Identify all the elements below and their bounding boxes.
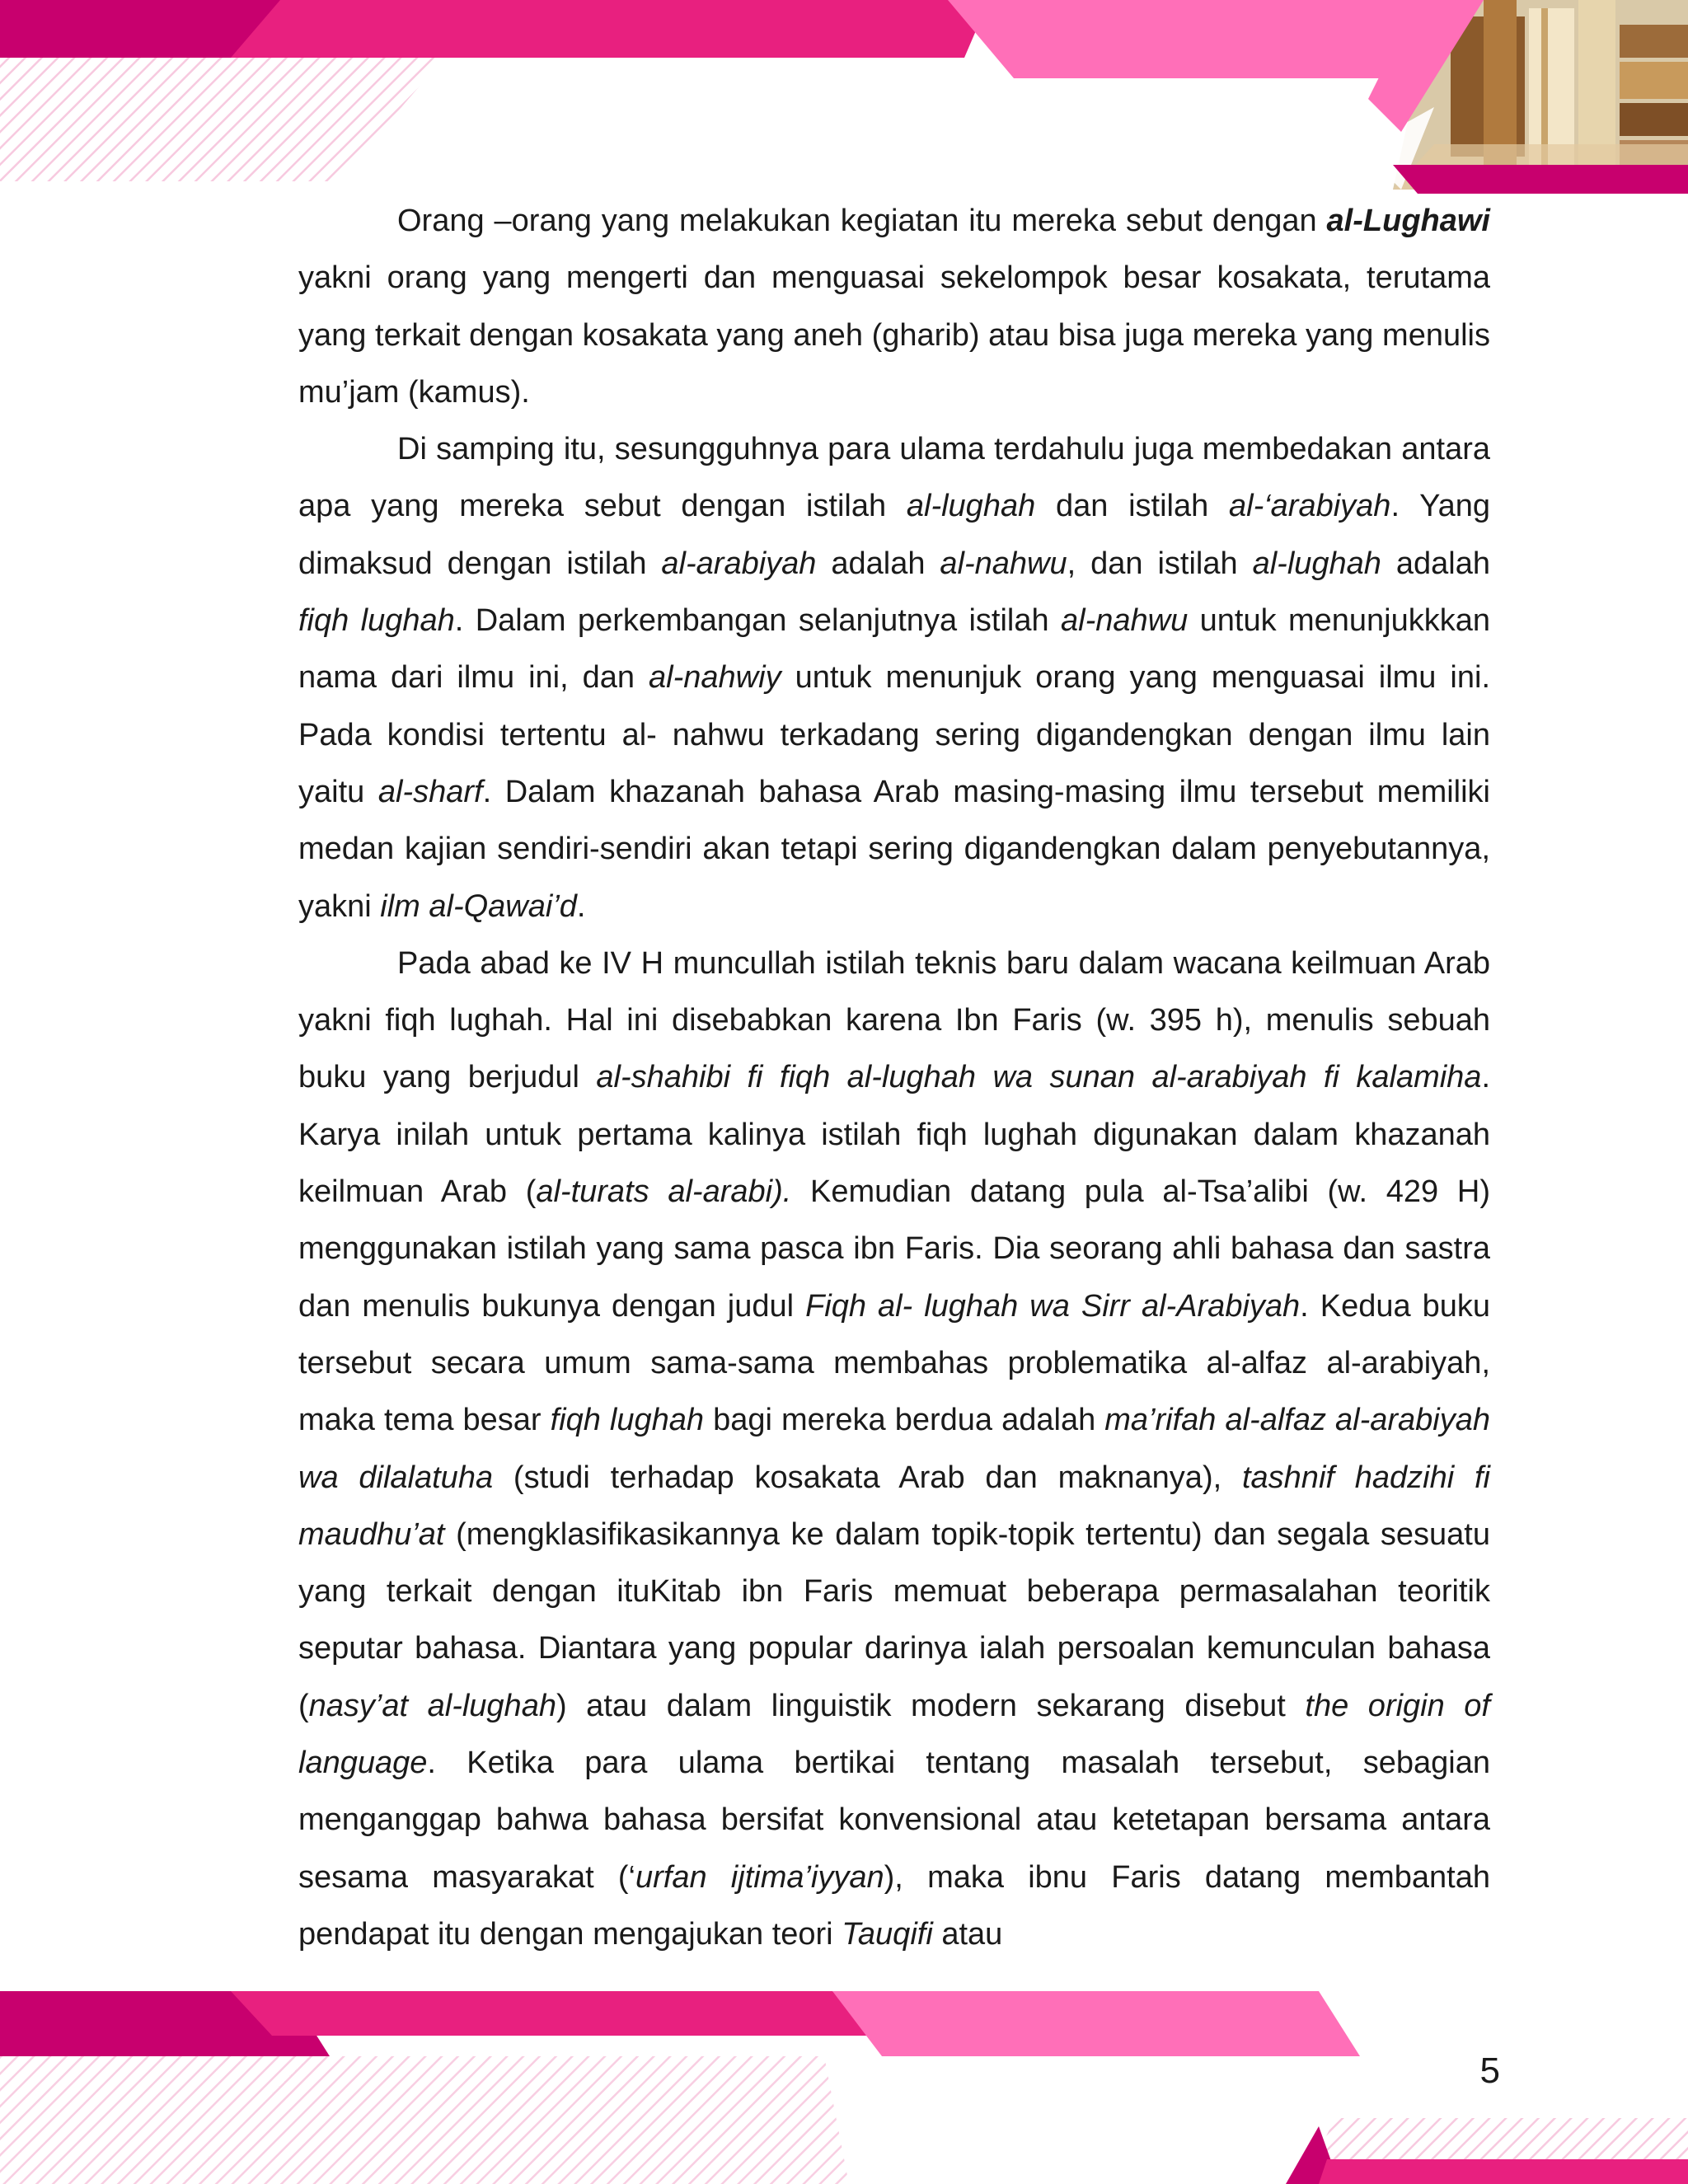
text-run: . Dalam khazanah bahasa Arab masing-masing ilmu tersebut memiliki medan kajian sendiri-sendiri akan tetapi sering digandengkan dalam penyebutannya, yakni bbox=[298, 774, 1490, 924]
text-run: ), maka ibnu Faris datang membantah pendapat itu dengan mengajukan teori bbox=[298, 1859, 1491, 1952]
text-run: . Yang dimaksud dengan istilah bbox=[298, 489, 1490, 581]
text-run: atau bbox=[932, 1916, 1003, 1952]
text-run: (studi terhadap kosakata Arab dan maknanya), bbox=[493, 1460, 1242, 1495]
italic-term: ma’rifah al-alfaz al-arabiyah wa dilalatuha bbox=[298, 1403, 1491, 1495]
bottom-band-light bbox=[832, 1991, 1360, 2056]
bottom-hatch bbox=[0, 2056, 849, 2184]
text-run: Di samping itu, sesungguhnya para ulama terdahulu juga membedakan antara apa yang mereka sebut dengan istilah bbox=[298, 432, 1490, 524]
top-band-mid bbox=[231, 0, 989, 58]
italic-term: nasy’at al-lughah bbox=[308, 1688, 556, 1723]
italic-term: al-arabiyah bbox=[661, 546, 817, 581]
italic-term: al-lughah bbox=[906, 489, 1036, 524]
text-run: bagi mereka berdua adalah bbox=[704, 1403, 1105, 1438]
paragraph-1 bbox=[298, 193, 1490, 421]
bold-term: al-Lughawi bbox=[1326, 204, 1490, 238]
italic-term: al-nahwiy bbox=[649, 660, 781, 696]
text-run: . Karya inilah untuk pertama kalinya istilah fiqh lughah digunakan dalam khazanah keilmuan Arab ( bbox=[298, 1060, 1490, 1210]
text-run: untuk menunjukkkan nama dari ilmu ini, dan bbox=[298, 603, 1491, 696]
italic-term: al-nahwu bbox=[1061, 603, 1189, 639]
italic-term: urfan ijtima’iyyan bbox=[635, 1859, 884, 1895]
bottom-right-band bbox=[1319, 2159, 1688, 2184]
text-run: yakni orang yang mengerti dan menguasai sekelompok besar kosakata, terutama yang terkait dengan kosakata yang aneh (gharib) atau bisa juga mereka yang menulis mu’jam (kamus). bbox=[298, 260, 1490, 410]
text-run: . bbox=[576, 888, 586, 924]
italic-term: tashnif hadzihi fi maudhu’at bbox=[298, 1460, 1491, 1552]
text-run: ) atau dalam linguistik modern sekarang disebut bbox=[556, 1688, 1306, 1723]
top-right-accent bbox=[1393, 165, 1688, 194]
paragraph-3 bbox=[298, 935, 1490, 1963]
paragraph-2 bbox=[298, 421, 1490, 935]
text-run: . Dalam perkembangan selanjutnya istilah bbox=[454, 603, 1062, 639]
text-run: (mengklasifikasikannya ke dalam topik-topik tertentu) dan segala sesuatu yang terkait dengan ituKitab ibn Faris memuat beberapa permasalahan teoritik seputar bahasa. Diantara yang popular darinya ialah persoalan kemunculan bahasa ( bbox=[298, 1516, 1490, 1723]
italic-term: fiqh lughah bbox=[298, 603, 455, 639]
italic-term: the origin of language bbox=[298, 1688, 1490, 1781]
text-run: untuk menunjuk orang yang menguasai ilmu ini. Pada kondisi tertentu al- nahwu terkadang sering digandengkan dengan ilmu lain yaitu bbox=[298, 660, 1490, 809]
text-run: adalah bbox=[816, 546, 940, 581]
italic-term: al-lughah bbox=[1252, 546, 1381, 581]
text-run: dan istilah bbox=[1035, 489, 1229, 524]
italic-term: Fiqh al- lughah wa Sirr al-Arabiyah bbox=[805, 1288, 1301, 1324]
text-run: Kemudian datang pula al-Tsa’alibi (w. 429 H) menggunakan istilah yang sama pasca ibn Faris. Dia seorang ahli bahasa dan sastra dan menulis bukunya dengan judul bbox=[298, 1174, 1491, 1324]
italic-term: al-nahwu bbox=[940, 546, 1067, 581]
text-run: , dan istilah bbox=[1067, 546, 1253, 581]
italic-term: fiqh lughah bbox=[550, 1403, 705, 1438]
text-run: . Ketika para ulama bertikai tentang masalah tersebut, sebagian menganggap bahwa bahasa bersifat konvensional atau ketetapan bersama antara sesama masyarakat (‘ bbox=[298, 1746, 1490, 1895]
body-text bbox=[298, 193, 1490, 1963]
text-run: Orang –orang yang melakukan kegiatan itu mereka sebut dengan bbox=[397, 204, 1327, 238]
text-run: Pada abad ke IV H muncullah istilah teknis baru dalam wacana keilmuan Arab yakni fiqh lughah. Hal ini disebabkan karena Ibn Faris (w. 395 h), menulis sebuah buku yang berjudul bbox=[298, 945, 1490, 1095]
italic-term: Tauqifi bbox=[842, 1916, 933, 1952]
page-number: 5 bbox=[1479, 2050, 1500, 2091]
italic-term: al-turats al-arabi). bbox=[536, 1174, 792, 1210]
top-hatch bbox=[0, 37, 462, 181]
italic-term: ilm al-Qawai’d bbox=[380, 888, 577, 924]
text-run: adalah bbox=[1381, 546, 1490, 581]
text-run: . Kedua buku tersebut secara umum sama-sama membahas problematika al-alfaz al-arabiyah, maka tema besar bbox=[298, 1288, 1490, 1438]
italic-term: al-‘arabiyah bbox=[1229, 489, 1391, 524]
italic-term: al-shahibi fi fiqh al-lughah wa sunan al-arabiyah fi kalamiha bbox=[596, 1060, 1482, 1095]
bottom-band-mid bbox=[231, 1991, 874, 2036]
italic-term: al-sharf bbox=[377, 774, 483, 809]
